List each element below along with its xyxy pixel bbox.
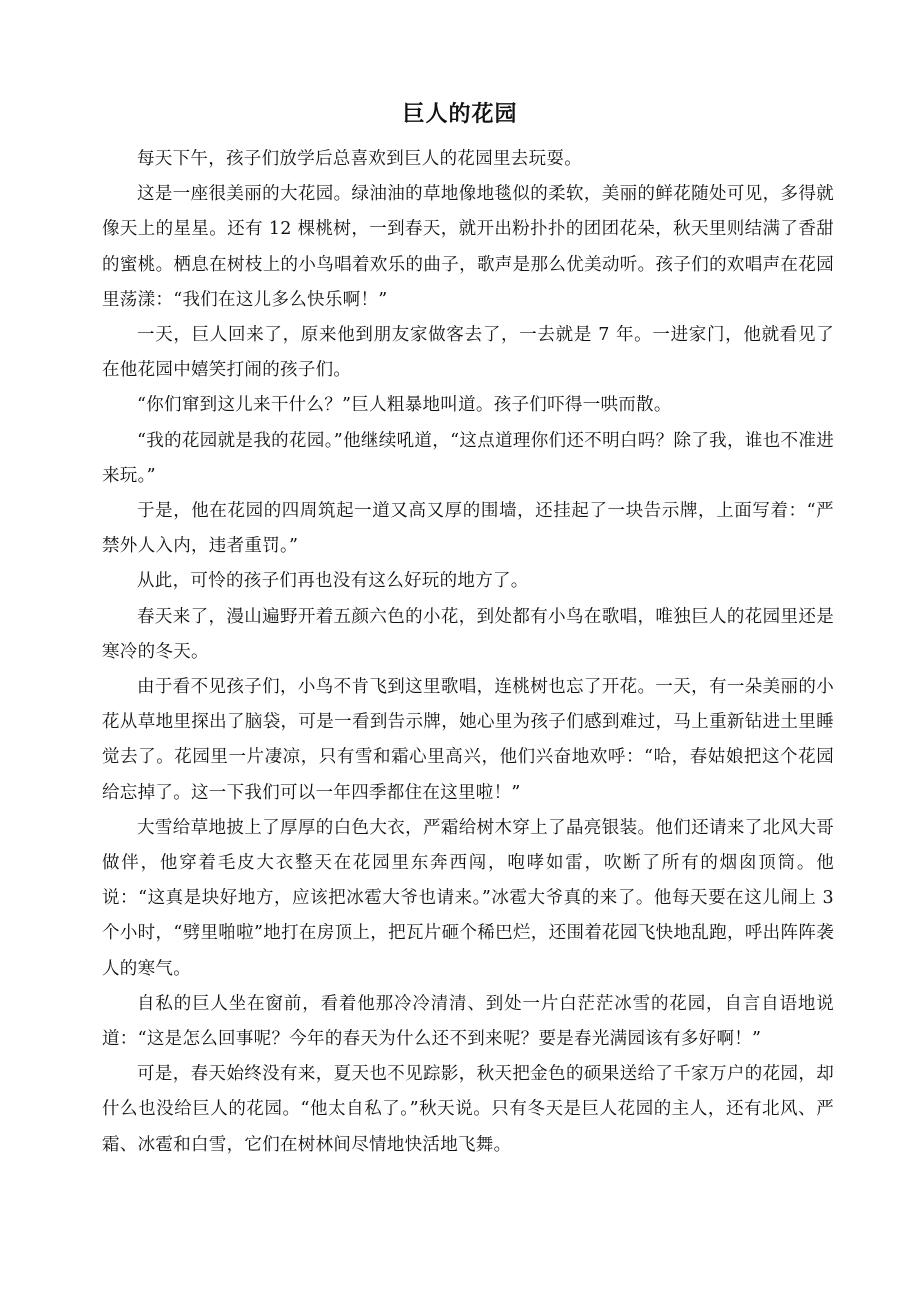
paragraph: “我的花园就是我的花园。”他继续吼道，“这点道理你们还不明白吗？除了我，谁也不准进来玩。”: [102, 430, 834, 486]
document-title: 巨人的花园: [402, 102, 518, 127]
paragraph: 于是，他在花园的四周筑起一道又高又厚的围墙，还挂起了一块告示牌，上面写着：“严禁外人入内，违者重罚。”: [102, 501, 834, 557]
paragraph: 春天来了，漫山遍野开着五颜六色的小花，到处都有小鸟在歌唱，唯独巨人的花园里还是寒冷的冬天。: [102, 606, 834, 662]
paragraph: 这是一座很美丽的大花园。绿油油的草地像地毯似的柔软，美丽的鲜花随处可见，多得就像天上的星星。还有 12 棵桃树，一到春天，就开出粉扑扑的团团花朵，秋天里则结满了香甜的蜜桃。栖息在树枝上的小鸟唱着欢乐的曲子，歌声是那么优美动听。孩子们的欢唱声在花园里荡漾：“我们在这儿多么快乐啊！”: [102, 184, 834, 310]
paragraph: 从此，可怜的孩子们再也没有这么好玩的地方了。: [137, 571, 529, 592]
document-body: [102, 142, 834, 1163]
paragraph: 大雪给草地披上了厚厚的白色大衣，严霜给树木穿上了晶亮银装。他们还请来了北风大哥做伴，他穿着毛皮大衣整天在花园里东奔西闯，咆哮如雷，吹断了所有的烟囱顶筒。他说：“这真是块好地方，应该把冰雹大爷也请来。”冰雹大爷真的来了。他每天要在这儿闹上 3 个小时，“劈里啪啦”地打在房顶上，把瓦片砸个稀巴烂，还围着花园飞快地乱跑，呼出阵阵袭人的寒气。: [102, 817, 834, 979]
paragraph: 由于看不见孩子们，小鸟不肯飞到这里歌唱，连桃树也忘了开花。一天，有一朵美丽的小花从草地里探出了脑袋，可是一看到告示牌，她心里为孩子们感到难过，马上重新钻进土里睡觉去了。花园里一片凄凉，只有雪和霜心里高兴，他们兴奋地欢呼：“哈，春姑娘把这个花园给忘掉了。这一下我们可以一年四季都住在这里啦！”: [102, 677, 834, 803]
paragraph: 每天下午，孩子们放学后总喜欢到巨人的花园里去玩耍。: [137, 149, 582, 169]
paragraph: 一天，巨人回来了，原来他到朋友家做客去了，一去就是 7 年。一进家门，他就看见了在他花园中嬉笑打闹的孩子们。: [102, 325, 834, 381]
paragraph: 自私的巨人坐在窗前，看着他那冷冷清清、到处一片白茫茫冰雪的花园，自言自语地说道：“这是怎么回事呢？今年的春天为什么还不到来呢？要是春光满园该有多好啊！”: [102, 993, 834, 1050]
paragraph: 可是，春天始终没有来，夏天也不见踪影，秋天把金色的硕果送给了千家万户的花园，却什么也没给巨人的花园。“他太自私了。”秋天说。只有冬天是巨人花园的主人，还有北风、严霜、冰雹和白雪，它们在树林间尽情地快活地飞舞。: [102, 1064, 834, 1155]
paragraph: “你们窜到这儿来干什么？”巨人粗暴地叫道。孩子们吓得一哄而散。: [137, 395, 672, 416]
